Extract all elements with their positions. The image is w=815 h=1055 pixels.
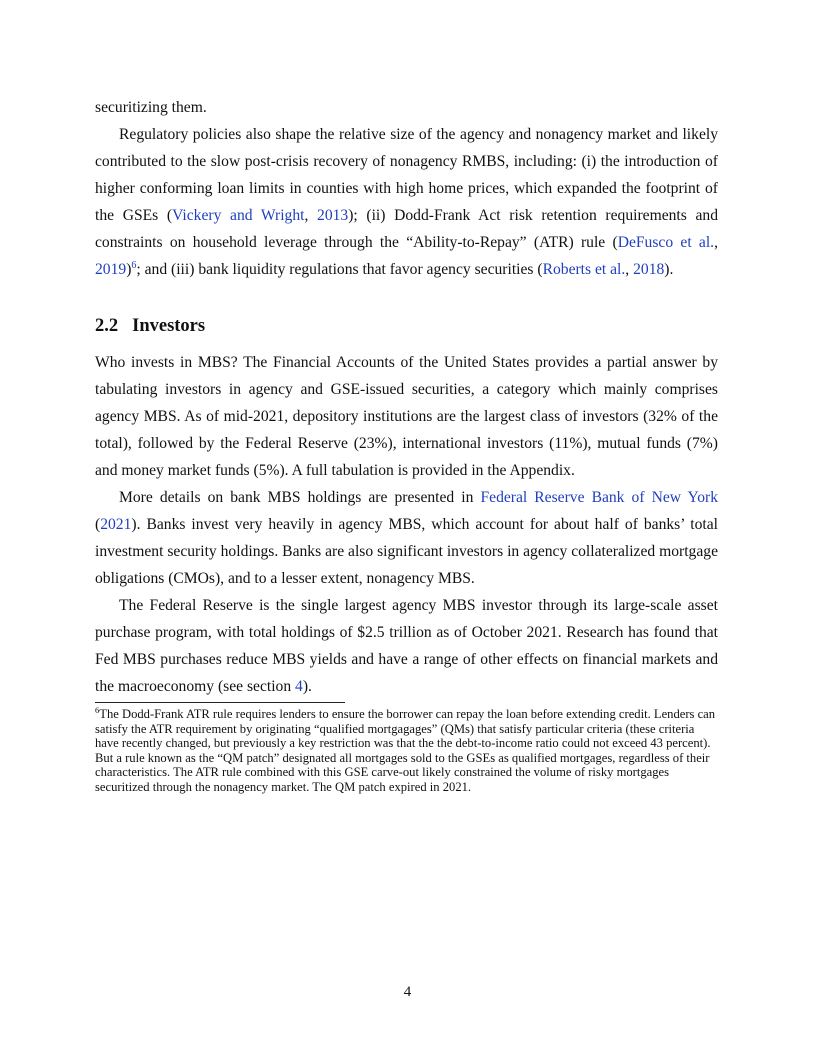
section-reference-4[interactable]: 4 xyxy=(295,678,303,695)
citation-year-2021[interactable]: 2021 xyxy=(100,516,132,533)
paragraph-continuation xyxy=(95,94,718,121)
paragraph-text: ( xyxy=(95,516,101,533)
paragraph-text: ). xyxy=(302,678,312,695)
paragraph-regulatory-policies xyxy=(95,121,718,283)
citation-frbny[interactable]: Federal Reserve Bank of New York xyxy=(480,489,718,506)
section-title: Investors xyxy=(132,316,206,336)
paragraph-text: ) xyxy=(126,261,132,278)
footnote-text: The Dodd-Frank ATR rule requires lenders to ensure the borrower can repay the loan before extending credit. Lenders can satisfy the ATR requirement by originating “qualified mortgagages” (QMs) that satisfy particular criteria (these criteria have recently changed, but previously a key restriction was that the the debt-to-income ratio could not exceed 43 percent). But a rule known as the “QM patch” designated all mortgages sold to the GSEs as qualified mortgages, regardless of their characteristics. The ATR rule combined with this GSE carve-out likely constrained the volume of risky mortgages securitized through the nonagency market. The QM patch expired in 2021. xyxy=(95,707,716,794)
section-number: 2.2 xyxy=(95,316,119,336)
page-body xyxy=(95,94,718,795)
paragraph-text: Regulatory policies also shape the relative size of the agency and nonagency market and likely contributed to the slow post-crisis recovery of nonagency RMBS, including: (i) the introduction of higher conforming loan limits in counties with high home prices, which expanded the footprint of the GSEs ( xyxy=(95,126,718,224)
citation-year-2019[interactable]: 2019 xyxy=(95,261,127,278)
citation-separator: , xyxy=(714,234,718,251)
paragraph-federal-reserve xyxy=(95,592,718,700)
footnote-marker-6[interactable]: 6 xyxy=(131,259,137,271)
paragraph-bank-holdings xyxy=(95,484,718,592)
paragraph-text: ). Banks invest very heavily in agency MBS, which account for about half of banks’ total investment security holdings. Banks are also significant investors in agency collateralized mortgage obligations (CMOs), and to a lesser extent, nonagency MBS. xyxy=(95,516,718,587)
citation-separator: , xyxy=(625,261,634,278)
footnote-6 xyxy=(95,704,718,795)
paragraph-text: ). xyxy=(664,261,674,278)
footnote-number: 6 xyxy=(95,704,100,715)
footnote-divider xyxy=(95,702,345,703)
paragraph-text: ; and (iii) bank liquidity regulations that favor agency securities ( xyxy=(136,261,543,278)
paragraph-who-invests xyxy=(95,349,718,484)
section-heading xyxy=(95,311,718,341)
paragraph-text: Who invests in MBS? The Financial Accounts of the United States provides a partial answer by tabulating investors in agency and GSE-issued securities, a category which mainly comprises agency MBS. As of mid-2021, depository institutions are the largest class of investors (32% of the total), followed by the Federal Reserve (23%), international investors (11%), mutual funds (7%) and money market funds (5%). A full tabulation is provided in the Appendix. xyxy=(95,354,718,479)
citation-separator: , xyxy=(304,207,318,224)
citation-year-2013[interactable]: 2013 xyxy=(317,207,349,224)
paragraph-text: The Federal Reserve is the single largest agency MBS investor through its large-scale asset purchase program, with total holdings of $2.5 trillion as of October 2021. Research has found that Fed MBS purchases reduce MBS yields and have a range of other effects on financial markets and the macroeconomy (see section xyxy=(95,597,718,695)
paragraph-text: securitizing them. xyxy=(95,99,207,116)
paragraph-text: ); (ii) Dodd-Frank Act risk retention requirements and constraints on household leverage through the “Ability-to-Repay” (ATR) rule ( xyxy=(95,207,718,251)
citation-defusco[interactable]: DeFusco et al. xyxy=(617,234,715,251)
citation-year-2018[interactable]: 2018 xyxy=(633,261,665,278)
paragraph-text: More details on bank MBS holdings are presented in xyxy=(119,489,481,506)
citation-vickery-wright[interactable]: Vickery and Wright xyxy=(172,207,305,224)
citation-roberts[interactable]: Roberts et al. xyxy=(542,261,626,278)
page-number: 4 xyxy=(403,984,412,1000)
